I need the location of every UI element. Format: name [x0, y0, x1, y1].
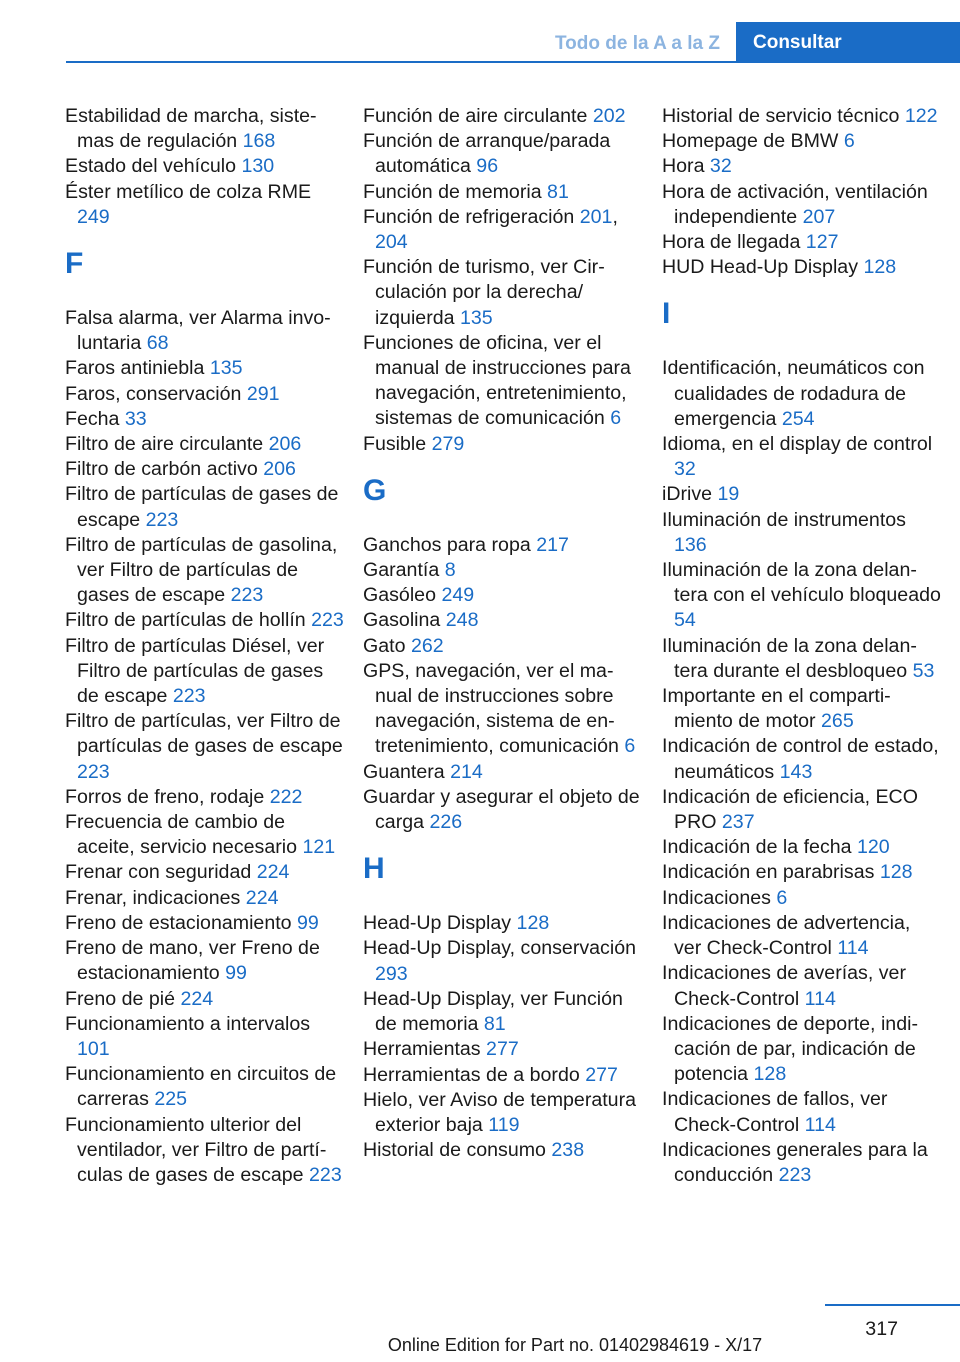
index-entry-text: Indicaciones de deporte, indicación de par, indicación de potencia: [662, 1012, 918, 1086]
index-entry: [65, 1012, 345, 1062]
index-entry-text: Fusible: [363, 432, 432, 455]
index-entry: [65, 1113, 345, 1189]
index-entry: [65, 104, 345, 154]
index-entry-text: Ganchos para ropa: [363, 533, 537, 556]
index-entry: [662, 432, 942, 482]
index-entry: [363, 432, 643, 457]
page-link[interactable]: 6: [843, 130, 855, 153]
page-link[interactable]: 224: [245, 886, 279, 909]
page-link[interactable]: 262: [410, 634, 444, 657]
index-entry: [662, 356, 942, 432]
index-entry: [662, 684, 942, 734]
index-entry: [65, 709, 345, 785]
page-link[interactable]: 121: [302, 836, 336, 859]
index-entry: [662, 634, 942, 684]
index-entry: [65, 356, 345, 381]
page-link[interactable]: 128: [516, 912, 550, 935]
page-link[interactable]: 135: [209, 357, 243, 380]
index-entry-text: Filtro de partículas Diésel, ver Filtro de partículas de gases de escape: [65, 634, 325, 708]
index-entry-text: Iluminación de la zona delantera durante el desbloqueo: [662, 634, 917, 682]
page-link[interactable]: 279: [431, 432, 465, 455]
index-entry-text: Estabilidad de marcha, sistemas de regulación: [65, 105, 317, 153]
index-entry: [363, 1088, 643, 1138]
index-entry-text: Funcionamiento a intervalos: [65, 1012, 311, 1035]
index-entry: [662, 180, 942, 230]
index-entry: [662, 835, 942, 860]
page-link[interactable]: 120: [856, 836, 890, 859]
index-entry: [662, 104, 942, 129]
page-link[interactable]: 225: [154, 1088, 188, 1111]
page-link[interactable]: 223: [309, 1163, 342, 1186]
index-entry-text: Estado del vehículo: [65, 155, 242, 178]
index-entry: [65, 407, 345, 432]
index-entry-text: Head-Up Display: [363, 912, 517, 935]
page-link[interactable]: 68: [146, 332, 169, 355]
page-link[interactable]: 6: [610, 407, 622, 430]
page-link[interactable]: 32: [674, 458, 696, 481]
index-entry-text: Iluminación de la zona delantera con el vehículo bloqueado: [662, 559, 941, 607]
index-entry: [65, 936, 345, 986]
page-link[interactable]: 8: [444, 559, 456, 582]
index-entry: [363, 255, 643, 331]
index-entry: [65, 382, 345, 407]
index-entry-text: Filtro de partículas de gasolina, ver Filtro de partículas de gases de escape: [65, 533, 338, 607]
index-entry-text: Filtro de partículas, ver Filtro de partículas de gases de escape: [65, 710, 343, 758]
page-link[interactable]: 119: [488, 1113, 520, 1136]
page-link[interactable]: 143: [779, 760, 813, 783]
index-letter-heading: I: [662, 297, 671, 331]
page-link[interactable]: 32: [709, 155, 732, 178]
index-entry: [363, 205, 643, 255]
index-entry: [363, 911, 643, 936]
page-link[interactable]: 277: [585, 1063, 618, 1086]
index-entry: [65, 482, 345, 532]
index-entry: [363, 936, 643, 986]
index-entry-text: Funcionamiento en circuitos de carreras: [65, 1063, 337, 1111]
index-entry: [363, 659, 643, 760]
index-entry: [363, 180, 643, 205]
index-column-2: [363, 104, 643, 1163]
page-link[interactable]: 223: [311, 609, 344, 632]
page-link[interactable]: 122: [904, 105, 938, 127]
index-entry: [65, 306, 345, 356]
page-link[interactable]: 114: [804, 1113, 836, 1136]
page-link[interactable]: 6: [624, 735, 636, 758]
index-entry-text: Filtro de carbón activo: [65, 458, 264, 481]
index-entry-text: Filtro de aire circulante: [65, 433, 269, 456]
page-link[interactable]: 293: [375, 962, 408, 985]
page-link[interactable]: 135: [459, 306, 493, 329]
index-entry: [363, 104, 643, 129]
index-entry-text: Frenar, indicaciones: [65, 886, 246, 909]
page-link[interactable]: 81: [483, 1013, 506, 1036]
page-link[interactable]: 202: [592, 105, 626, 127]
page-link[interactable]: 128: [753, 1063, 787, 1086]
page-number: 317: [865, 1318, 898, 1340]
index-entry: [662, 154, 942, 179]
index-entry: [363, 785, 643, 835]
page-link[interactable]: 53: [912, 659, 935, 682]
index-entry-text: Hielo, ver Aviso de temperatura exterior baja: [363, 1088, 637, 1136]
index-column-1: [65, 104, 345, 1188]
index-entry: [65, 785, 345, 810]
index-entry-text: Filtro de partículas de gases de escape: [65, 483, 339, 531]
page-link[interactable]: 101: [77, 1037, 110, 1060]
page-link[interactable]: 223: [77, 760, 110, 783]
index-entry-text: Indicación en parabrisas: [662, 861, 880, 884]
index-entry: [662, 129, 942, 154]
index-entry: [363, 533, 643, 558]
index-entry-text: Forros de freno, rodaje: [65, 785, 270, 808]
page-link[interactable]: 127: [805, 231, 839, 254]
index-entry-text: Frecuencia de cambio de aceite, servicio necesario: [65, 811, 303, 859]
index-entry-text: Gasóleo: [363, 584, 442, 607]
index-entry: [65, 457, 345, 482]
index-entry-text: Iluminación de instrumentos: [662, 508, 906, 531]
index-entry-text: Herramientas de a bordo: [363, 1063, 586, 1086]
page-link[interactable]: 226: [429, 811, 463, 834]
page-link[interactable]: 168: [242, 130, 276, 153]
page-link[interactable]: 265: [821, 710, 854, 733]
page-link[interactable]: 114: [837, 937, 869, 960]
page-link[interactable]: 114: [804, 987, 836, 1010]
index-entry: [662, 255, 942, 280]
index-entry-text: Fecha: [65, 407, 125, 430]
edition-footer: Online Edition for Part no. 01402984619 - X/17: [387, 1335, 763, 1355]
page-link[interactable]: 99: [225, 962, 247, 985]
index-entry: [662, 482, 942, 507]
footer-rule: [825, 1304, 960, 1306]
index-entry: [65, 886, 345, 911]
index-entry-text: Freno de pié: [65, 987, 181, 1010]
page-link[interactable]: 222: [269, 785, 303, 808]
index-entry-text: Indicaciones de advertencia, ver Check-Control: [662, 911, 911, 960]
index-entry-text: Indicación de control de estado, neumáticos: [662, 735, 939, 783]
page-link[interactable]: 249: [77, 205, 110, 228]
index-entry: [662, 230, 942, 255]
index-entry-text: Hora de llegada: [662, 231, 806, 254]
index-entry-text: Homepage de BMW: [662, 130, 844, 153]
index-entry: [662, 1138, 942, 1188]
index-entry: [65, 608, 345, 633]
page-link[interactable]: 136: [674, 533, 707, 556]
index-entry: [662, 1087, 942, 1137]
index-letter-heading: F: [65, 247, 84, 281]
index-entry-text: Historial de consumo: [363, 1139, 552, 1162]
index-entry-text: Hora de activación, ventilación independiente: [662, 180, 928, 228]
index-entry-text: Función de aire circulante: [363, 105, 593, 127]
page-link[interactable]: 81: [547, 180, 569, 203]
index-entry: [662, 734, 942, 784]
index-entry-text: Freno de estacionamiento: [65, 911, 297, 934]
index-entry: [363, 1063, 643, 1088]
header-tab[interactable]: Consultar: [736, 22, 960, 63]
index-entry: [363, 760, 643, 785]
page-link[interactable]: 128: [863, 256, 897, 279]
index-entry-text: Función de arranque/parada automática: [363, 130, 611, 178]
page-link[interactable]: 214: [450, 760, 483, 783]
index-entry-text: Idioma, en el display de control: [662, 433, 933, 456]
page-separator: ,: [612, 205, 618, 228]
index-entry-text: Hora: [662, 155, 710, 178]
header-rule: [66, 61, 960, 63]
index-entry: [363, 558, 643, 583]
index-entry-text: Éster metílico de colza RME: [65, 180, 312, 203]
index-entry: [65, 154, 345, 179]
page-link[interactable]: 254: [781, 407, 815, 430]
index-entry-text: Garantía: [363, 559, 445, 582]
index-entry-text: Gato: [363, 634, 411, 657]
index-entry-text: Faros antiniebla: [65, 357, 210, 380]
index-entry: [662, 558, 942, 634]
index-entry-text: Historial de servicio técnico: [662, 105, 905, 127]
index-entry-text: Frenar con seguridad: [65, 861, 257, 884]
index-entry: [65, 180, 345, 230]
index-entry-text: Gasolina: [363, 609, 446, 632]
page-link[interactable]: 223: [172, 685, 206, 708]
index-entry: [662, 961, 942, 1011]
index-entry-text: Indicaciones de averías, ver Check-Control: [662, 962, 906, 1010]
index-entry: [363, 1037, 643, 1062]
index-entry-text: Filtro de partículas de hollín: [65, 609, 312, 632]
index-entry-text: Indicaciones de fallos, ver Check-Control: [662, 1088, 888, 1136]
page-link[interactable]: 33: [124, 407, 147, 430]
index-entry-text: iDrive: [662, 483, 718, 506]
index-entry: [65, 987, 345, 1012]
index-entry: [65, 634, 345, 710]
index-entry: [363, 634, 643, 659]
index-entry: [65, 911, 345, 936]
index-entry: [65, 533, 345, 609]
index-entry-text: Guardar y asegurar el objeto de carga: [363, 785, 640, 834]
page-link[interactable]: 204: [375, 231, 408, 254]
index-entry-text: Función de turismo, ver Circulación por la derecha/ izquierda: [363, 256, 605, 329]
index-entry-text: Indicación de la fecha: [662, 836, 857, 859]
index-entry-text: Guantera: [363, 760, 451, 783]
index-entry: [662, 860, 942, 885]
index-entry: [363, 331, 643, 432]
index-letter-heading: G: [363, 473, 387, 507]
index-entry-text: Indicaciones: [662, 886, 777, 909]
index-entry-text: Indicaciones generales para la conducción: [662, 1138, 928, 1186]
page-link[interactable]: 201: [579, 205, 613, 228]
page-link[interactable]: 206: [263, 458, 296, 481]
index-entry: [662, 508, 942, 558]
page-link[interactable]: 6: [776, 886, 788, 909]
index-entry-text: Función de refrigeración: [363, 205, 580, 228]
index-entry: [662, 1012, 942, 1088]
index-entry-text: Funciones de oficina, ver el manual de instrucciones para navegación, entretenimiento, sistemas de comunicación: [363, 331, 631, 430]
page-link[interactable]: 238: [551, 1139, 585, 1162]
page-link[interactable]: 217: [536, 533, 569, 556]
index-entry: [363, 583, 643, 608]
index-entry: [363, 987, 643, 1037]
page-link[interactable]: 237: [721, 811, 755, 834]
page-link[interactable]: 248: [445, 609, 479, 632]
page-link[interactable]: 291: [246, 382, 280, 405]
index-letter-heading: H: [363, 852, 385, 886]
page-link[interactable]: 130: [241, 155, 275, 178]
index-entry-text: GPS, navegación, ver el manual de instrucciones sobre navegación, sistema de entretenimiento, comunicación: [363, 659, 625, 758]
header-section-title: Todo de la A a la Z: [554, 33, 720, 54]
page-link[interactable]: 207: [802, 205, 836, 228]
page-link[interactable]: 128: [879, 861, 913, 884]
page-link[interactable]: 224: [180, 987, 214, 1010]
page-link[interactable]: 223: [778, 1163, 812, 1186]
index-entry-text: HUD Head-Up Display: [662, 256, 864, 279]
index-entry: [65, 810, 345, 860]
index-entry-text: Funcionamiento ulterior del ventilador, ver Filtro de partículas de gases de escape: [65, 1113, 327, 1186]
page-link[interactable]: 223: [230, 584, 264, 607]
page-link[interactable]: 54: [674, 609, 696, 632]
index-entry-text: Importante en el compartimiento de motor: [662, 685, 891, 733]
page-link[interactable]: 249: [441, 584, 475, 607]
index-entry: [363, 1138, 643, 1163]
index-entry-text: Falsa alarma, ver Alarma involuntaria: [65, 307, 331, 355]
index-entry-text: Función de memoria: [363, 180, 548, 203]
index-entry-text: Head-Up Display, conservación: [363, 937, 636, 960]
index-entry: [662, 785, 942, 835]
page-link[interactable]: 224: [256, 861, 290, 884]
page-link[interactable]: 19: [717, 483, 740, 506]
index-entry: [65, 860, 345, 885]
index-entry-text: Head-Up Display, ver Función de memoria: [363, 987, 623, 1036]
index-entry: [363, 608, 643, 633]
index-entry: [363, 129, 643, 179]
index-entry: [662, 911, 942, 961]
index-entry-text: Freno de mano, ver Freno de estacionamiento: [65, 937, 320, 985]
page-link[interactable]: 206: [268, 433, 302, 456]
page-link[interactable]: 223: [145, 508, 179, 531]
index-column-3: [662, 104, 942, 1188]
index-entry-text: Herramientas: [363, 1038, 487, 1061]
page-link[interactable]: 99: [297, 911, 319, 934]
page-link[interactable]: 96: [476, 155, 499, 178]
page-link[interactable]: 277: [486, 1038, 519, 1061]
index-entry-text: Identificación, neumáticos con cualidades de rodadura de emergencia: [662, 357, 925, 430]
index-entry-text: Faros, conservación: [65, 382, 247, 405]
index-entry: [65, 432, 345, 457]
index-entry-text: Indicación de eficiencia, ECO PRO: [662, 785, 918, 834]
index-entry: [662, 886, 942, 911]
index-entry: [65, 1062, 345, 1112]
